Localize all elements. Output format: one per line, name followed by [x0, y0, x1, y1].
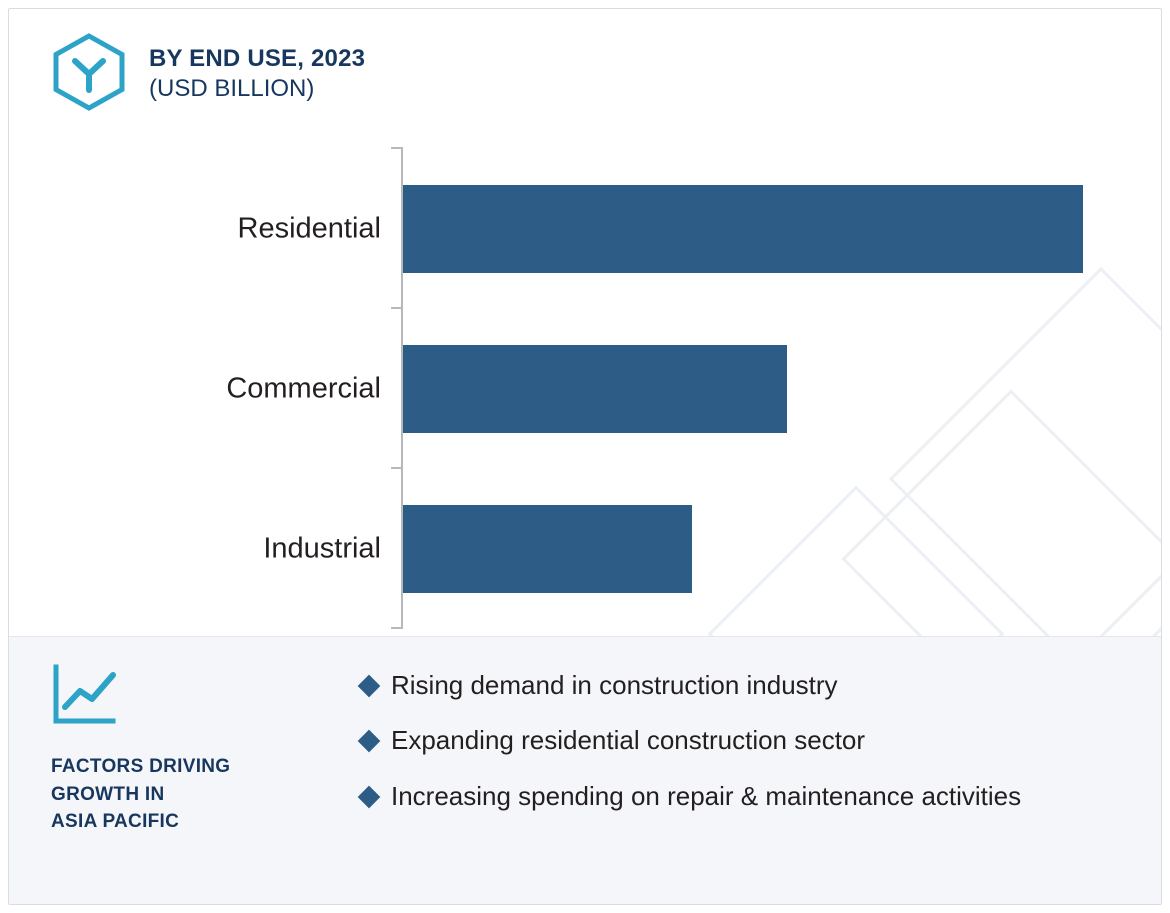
- diamond-bullet-icon: [358, 675, 381, 698]
- chart-subtitle: (USD BILLION): [149, 75, 315, 103]
- factors-panel: [9, 636, 1161, 904]
- axis-tick-bottom: [391, 627, 401, 629]
- hexagon-y-logo-icon: [51, 33, 127, 111]
- factor-text: Increasing spending on repair & maintenance activities: [391, 780, 1022, 811]
- axis-tick-2: [391, 467, 401, 469]
- factors-title: [51, 753, 351, 836]
- list-item: [361, 724, 1121, 757]
- line-chart-trend-icon: [51, 663, 123, 729]
- bar-residential: [403, 185, 1083, 273]
- bar-chart: [9, 139, 1162, 629]
- factor-text: Rising demand in construction industry: [391, 670, 838, 700]
- bar-commercial: [403, 345, 787, 433]
- category-label-commercial: Commercial: [226, 372, 381, 405]
- chart-title: BY END USE, 2023: [149, 45, 366, 72]
- list-item: [361, 780, 1121, 813]
- chart-header: [51, 33, 365, 111]
- factors-panel-heading: [51, 663, 351, 836]
- category-label-residential: Residential: [237, 212, 381, 245]
- bar-series: [403, 139, 1162, 629]
- bar-industrial: [403, 505, 692, 593]
- content-frame: [8, 8, 1162, 905]
- list-item: [361, 669, 1121, 702]
- axis-tick-top: [391, 147, 401, 149]
- factors-list: [361, 669, 1121, 835]
- factors-title-line-3: ASIA PACIFIC: [51, 811, 180, 833]
- factor-text: Expanding residential construction sector: [391, 725, 866, 756]
- diamond-bullet-icon: [358, 730, 381, 753]
- factors-title-line-1: FACTORS DRIVING: [51, 756, 231, 777]
- category-axis-labels: [9, 139, 401, 629]
- category-label-industrial: Industrial: [263, 532, 381, 565]
- diamond-bullet-icon: [358, 785, 381, 808]
- chart-title-block: [149, 33, 365, 104]
- factors-title-line-2: GROWTH IN: [51, 783, 165, 805]
- axis-tick-1: [391, 307, 401, 309]
